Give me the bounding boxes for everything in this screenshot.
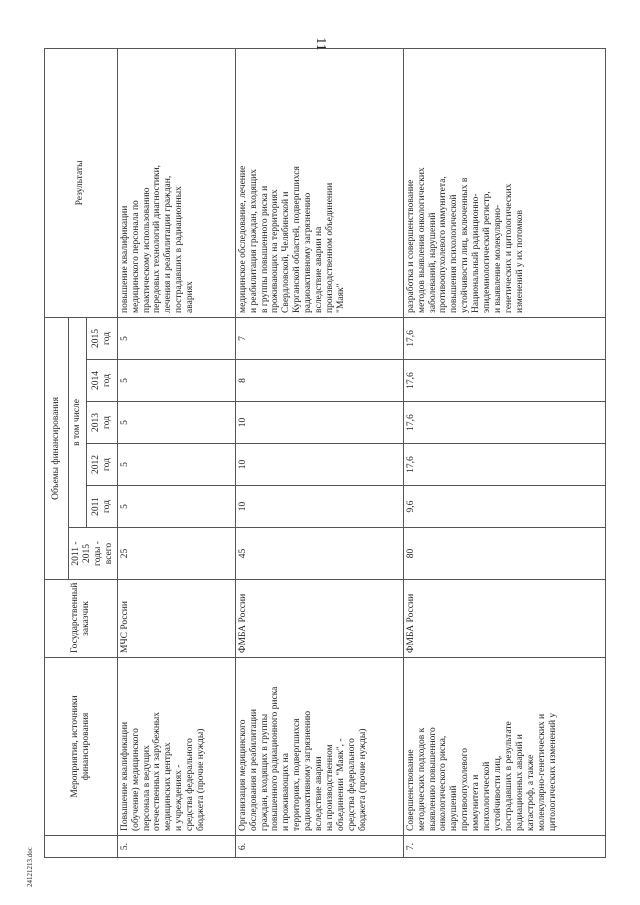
header-2014: 2014 год [87, 360, 118, 402]
row-2015: 7 [235, 317, 403, 359]
header-total-label: годы - всего [92, 541, 114, 566]
row-customer: ФМБА России [403, 580, 605, 658]
page-number: 11 [313, 37, 328, 51]
header-2011: 2011 год [87, 486, 118, 528]
table-row [235, 49, 403, 858]
row-2013: 10 [235, 402, 403, 444]
rotated-table-area [44, 48, 600, 858]
header-index [45, 836, 118, 858]
row-2011: 5 [117, 486, 235, 528]
row-index: 7. [403, 836, 605, 858]
header-customer: Государственный заказчик [45, 580, 118, 658]
row-2014: 8 [235, 360, 403, 402]
row-total: 80 [403, 528, 605, 580]
table-rotation-wrapper [44, 48, 600, 858]
row-customer: МЧС России [117, 580, 235, 658]
row-2015: 17,6 [403, 317, 605, 359]
header-total-years: 2011 - 2015 [71, 541, 92, 566]
row-index: 6. [235, 836, 403, 858]
row-result: медицинское обследование, лечение и реабилитация граждан, входящих в группы повышенного риска и проживающих на территориях Свердловской, Челябинской и Курганской областей, подвергшихся радиоактивному загрязнению вследствие аварии на производственном объединении "Маяк" [235, 49, 403, 318]
row-2012: 5 [117, 444, 235, 486]
header-total [69, 528, 118, 580]
row-index: 5. [117, 836, 235, 858]
row-measure: Организация медицинского обследования и реабилитации граждан, входящих в группы повышенного радиационного риска и проживающих на территориях, подвергшихся радиоактивному загрязнению вследствие аварии на производственном объединении "Маяк", - средства федерального бюджета (прочие нужды) [235, 658, 403, 836]
row-2015: 5 [117, 317, 235, 359]
row-2012: 10 [235, 444, 403, 486]
row-2011: 9,6 [403, 486, 605, 528]
row-2011: 10 [235, 486, 403, 528]
header-measures: Мероприятия, источники финансирования [45, 658, 118, 836]
header-2013: 2013 год [87, 402, 118, 444]
row-result: разработка и совершенствование методов выявления онкологических заболеваний, нарушений противоопухолевого иммунитета, повышения психологической устойчивости лиц, включенных в Национальный радиационно- эпидемиологический регистр, и выявление молекулярно- генетических и цитологических изменений у их потомков [403, 49, 605, 318]
header-results: Результаты [45, 49, 118, 318]
row-measure: Совершенствование методических подходов к выявлению повышенного онкологического риска, нарушений противоопухолевого иммунитета и психологической устойчивости лиц, пострадавших в результате радиационных аварий и катастроф, а также молекулярно-генетических и цитологических изменений у [403, 658, 605, 836]
footer-document-code: 24121213.doc [26, 847, 34, 887]
row-result: повышение квалификации медицинского персонала по практическому использованию передовых технологий диагностики, лечения и реабилитации граждан, пострадавших в радиационных авариях [117, 49, 235, 318]
row-2013: 5 [117, 402, 235, 444]
funding-table [44, 48, 606, 858]
row-2012: 17,6 [403, 444, 605, 486]
row-2014: 5 [117, 360, 235, 402]
row-customer: ФМБА России [235, 580, 403, 658]
row-total: 45 [235, 528, 403, 580]
table-row [403, 49, 605, 858]
header-funding: Объемы финансирования [45, 317, 69, 579]
row-2014: 17,6 [403, 360, 605, 402]
row-total: 25 [117, 528, 235, 580]
header-including: в том числе [69, 317, 87, 527]
header-2015: 2015 год [87, 317, 118, 359]
row-2013: 17,6 [403, 402, 605, 444]
table-row [117, 49, 235, 858]
row-measure: Повышение квалификации (обучение) медицинского персонала в ведущих отечественных и зарубежных медицинских центрах и учреждениях - средства федерального бюджета (прочие нужды) [117, 658, 235, 836]
header-2012: 2012 год [87, 444, 118, 486]
